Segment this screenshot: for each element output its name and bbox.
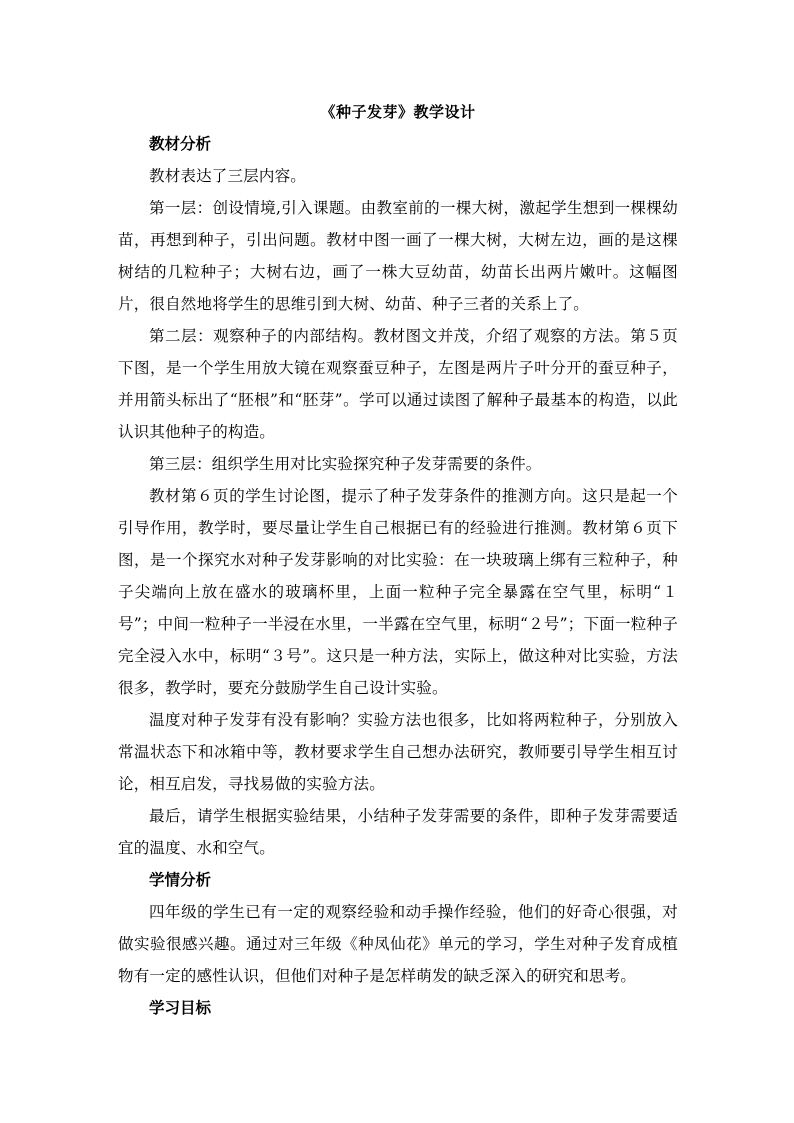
paragraph: 四年级的学生已有一定的观察经验和动手操作经验，他们的好奇心很强，对做实验很感兴趣。通过对三年级《种凤仙花》单元的学习，学生对种子发育成植物有一定的感性认识，但他们对种子是怎样萌发的缺乏深入的研究和思考。 [118, 903, 678, 985]
paragraph: 第一层：创设情境,引入课题。由教室前的一棵大树，激起学生想到一棵棵幼苗，再想到种子，引出问题。教材中图一画了一棵大树，大树左边，画的是这棵树结的几粒种子；大树右边，画了一株大豆幼苗，幼苗长出两片嫩叶。这幅图片，很自然地将学生的思维引到大树、幼苗、种子三者的关系上了。 [118, 199, 678, 313]
document-title: 《种子发芽》教学设计 [320, 103, 476, 121]
paragraph: 最后，请学生根据实验结果，小结种子发芽需要的条件，即种子发芽需要适宜的温度、水和空气。 [118, 807, 678, 857]
section-heading: 学情分析 [149, 870, 212, 889]
paragraph: 第二层：观察种子的内部结构。教材图文并茂，介绍了观察的方法。第５页下图，是一个学生用放大镜在观察蚕豆种子，左图是两片子叶分开的蚕豆种子，并用箭头标出了“胚根”和“胚芽”。学可以通过读图了解种子最基本的构造，以此认识其他种子的构造。 [118, 327, 678, 441]
paragraph: 教材表达了三层内容。 [149, 167, 307, 185]
paragraph: 教材第６页的学生讨论图，提示了种子发芽条件的推测方向。这只是起一个引导作用，教学时，要尽量让学生自己根据已有的经验进行推测。教材第６页下图，是一个探究水对种子发芽影响的对比实验：在一块玻璃上绑有三粒种子，种子尖端向上放在盛水的玻璃杯里，上面一粒种子完全暴露在空气里，标明“１号”；中间一粒种子一半浸在水里，一半露在空气里，标明“２号”；下面一粒种子完全浸入水中，标明“３号”。这只是一种方法，实际上，做这种对比实验，方法很多，教学时，要充分鼓励学生自己设计实验。 [118, 487, 678, 697]
paragraph: 温度对种子发芽有没有影响？实验方法也很多，比如将两粒种子，分别放入常温状态下和冰箱中等，教材要求学生自己想办法研究，教师要引导学生相互讨论，相互启发，寻找易做的实验方法。 [118, 711, 678, 793]
section-textbook-analysis [118, 128, 678, 864]
section-heading: 教材分析 [149, 134, 212, 153]
document-page [118, 96, 678, 1024]
section-learning-objectives [118, 992, 678, 1024]
paragraph: 第三层：组织学生用对比实验探究种子发芽需要的条件。 [149, 455, 542, 473]
section-heading: 学习目标 [149, 998, 212, 1017]
section-student-analysis [118, 864, 678, 992]
